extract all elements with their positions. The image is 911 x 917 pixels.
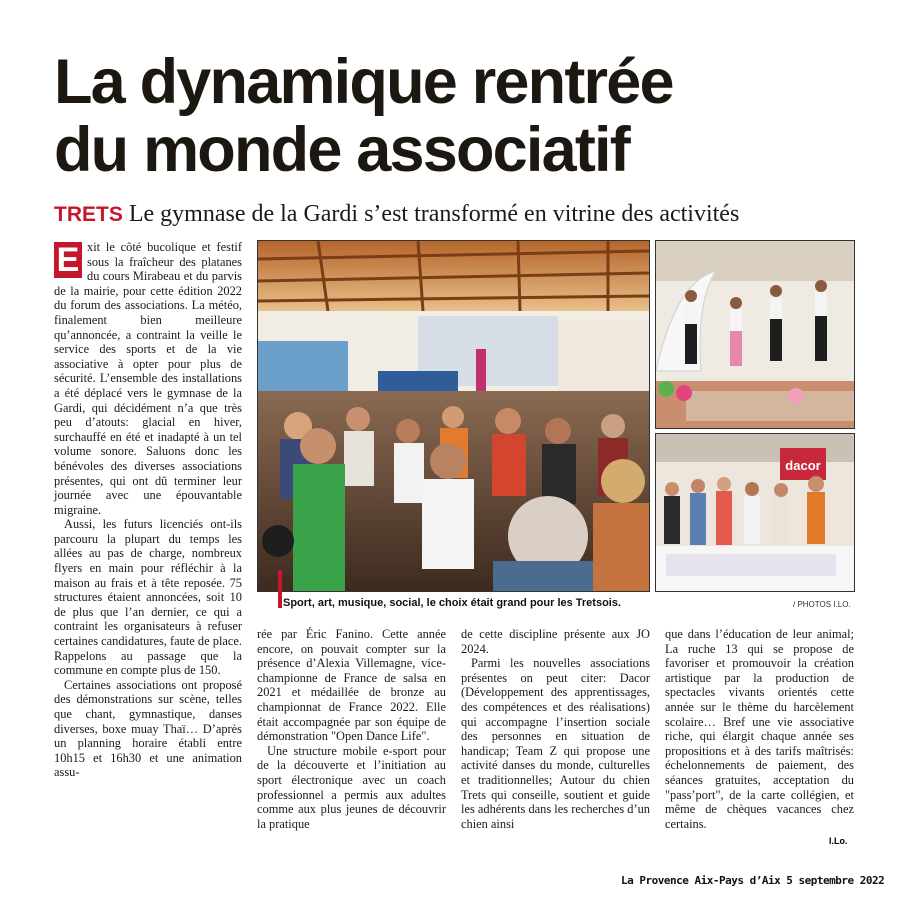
- photo-dacor-stand: [655, 433, 855, 592]
- paragraph: de cette discipline présente aux JO 2024.: [461, 627, 650, 656]
- author-signature: I.Lo.: [829, 836, 848, 846]
- paragraph: E xit le côté bucolique et festif sous la fraîcheur des platanes du cours Mirabeau et du parvis de la mairie, pour cette édition 2022 du forum des associations. La météo, finalement bien meilleure qu’annoncée, a contraint la veille le service des sports et de la vie associative à opter pour plus de sécurité. L’ensemble des installations a été déplacé vers le gymnase de la Gardi, qui décidément n’a que très peu d’atouts: glacial en hiver, surchauffé en été et inadapté à un tel volume sonore. Saluons donc les bénévoles des diverses associations présentes, qui ont dû terminer leur journée avec une épouvantable migraine.: [54, 240, 242, 517]
- subhead: [54, 199, 874, 230]
- paragraph: Parmi les nouvelles associations présentes on peut citer: Dacor (Développement des apprentissages, des compétences et des réalisations) qui accompagne l’insertion sociale des personnes en situation de handicap; Team Z qui propose une activité danses du monde, culturelles et traditionnelles; Autour du chien Trets qui conseille, soutient et guide les adhérents dans les recherches d’un chien ainsi: [461, 656, 650, 831]
- paragraph: Aussi, les futurs licenciés ont-ils parcouru la plupart du temps les allées au pas de charge, nombreux flyers en main pour réfléchir à la maison au frais et à tête reposée. 75 structures étaient annoncées, soit 10 de plus que l’an dernier, ce qui a contraint les organisateurs à refuser certaines candidatures, faute de place. Rappelons au passage que la commune en compte plus de 150.: [54, 517, 242, 678]
- caption-accent-bar: [278, 570, 282, 608]
- stand-image: [656, 434, 854, 591]
- drop-cap: E: [54, 242, 82, 278]
- publication-source: La Provence Aix-Pays d’Aix 5 septembre 2022: [621, 874, 885, 887]
- dacor-banner-text: dacor: [785, 458, 821, 473]
- paragraph: Certaines associations ont proposé des démonstrations sur scène, telles que chant, gymnastique, danses diverses, boxe muay Thaï… D’après un planning horaire établi entre 10h15 et 16h30 et une animation assu-: [54, 677, 242, 780]
- dance-image: [656, 241, 854, 428]
- headline-line-1: La dynamique rentrée: [54, 47, 673, 117]
- subhead-text: Le gymnase de la Gardi s’est transformé en vitrine des activités: [128, 201, 740, 227]
- location-kicker: TRETS: [54, 203, 123, 226]
- photo-dance-demo: [655, 240, 855, 429]
- article-column-2: [257, 627, 446, 831]
- article-column-4: [665, 627, 854, 831]
- headline: [54, 48, 874, 184]
- paragraph: Une structure mobile e-sport pour de la découverte et l’initiation au sport électronique avec un coach professionnel a permis aux adultes comme aux plus jeunes de découvrir la pratique: [257, 743, 446, 831]
- headline-line-2: du monde associatif: [54, 115, 629, 185]
- photo-caption: Sport, art, musique, social, le choix était grand pour les Tretsois.: [283, 597, 622, 609]
- photo-forum-crowd: [257, 240, 650, 592]
- article-column-1: [54, 240, 242, 780]
- crowd-image: [258, 241, 649, 591]
- article-column-3: [461, 627, 650, 831]
- paragraph: rée par Éric Fanino. Cette année encore, on pouvait compter sur la présence d’Alexia Villemagne, vice-championne de France de salsa en 2021 et médaillée de bronze au championnat de France 2022. Elle était accompagnée par son équipe de démonstration "Open Dance Life".: [257, 627, 446, 744]
- paragraph: que dans l’éducation de leur animal; La ruche 13 qui se propose de favoriser et promouvoir la création artistique par la production de spectacles vivants orientés cette année sur le thème du harcèlement scolaire… Bref une vie associative riche, qui élargit chaque année ses propositions et à des tarifs maîtrisés: échelonnements de paiement, des séances gratuites, acceptation du "pass’port", de la carte collégien, et même de chèques vacances chez certains.: [665, 627, 854, 831]
- photo-credit: / PHOTOS I.LO.: [793, 600, 851, 609]
